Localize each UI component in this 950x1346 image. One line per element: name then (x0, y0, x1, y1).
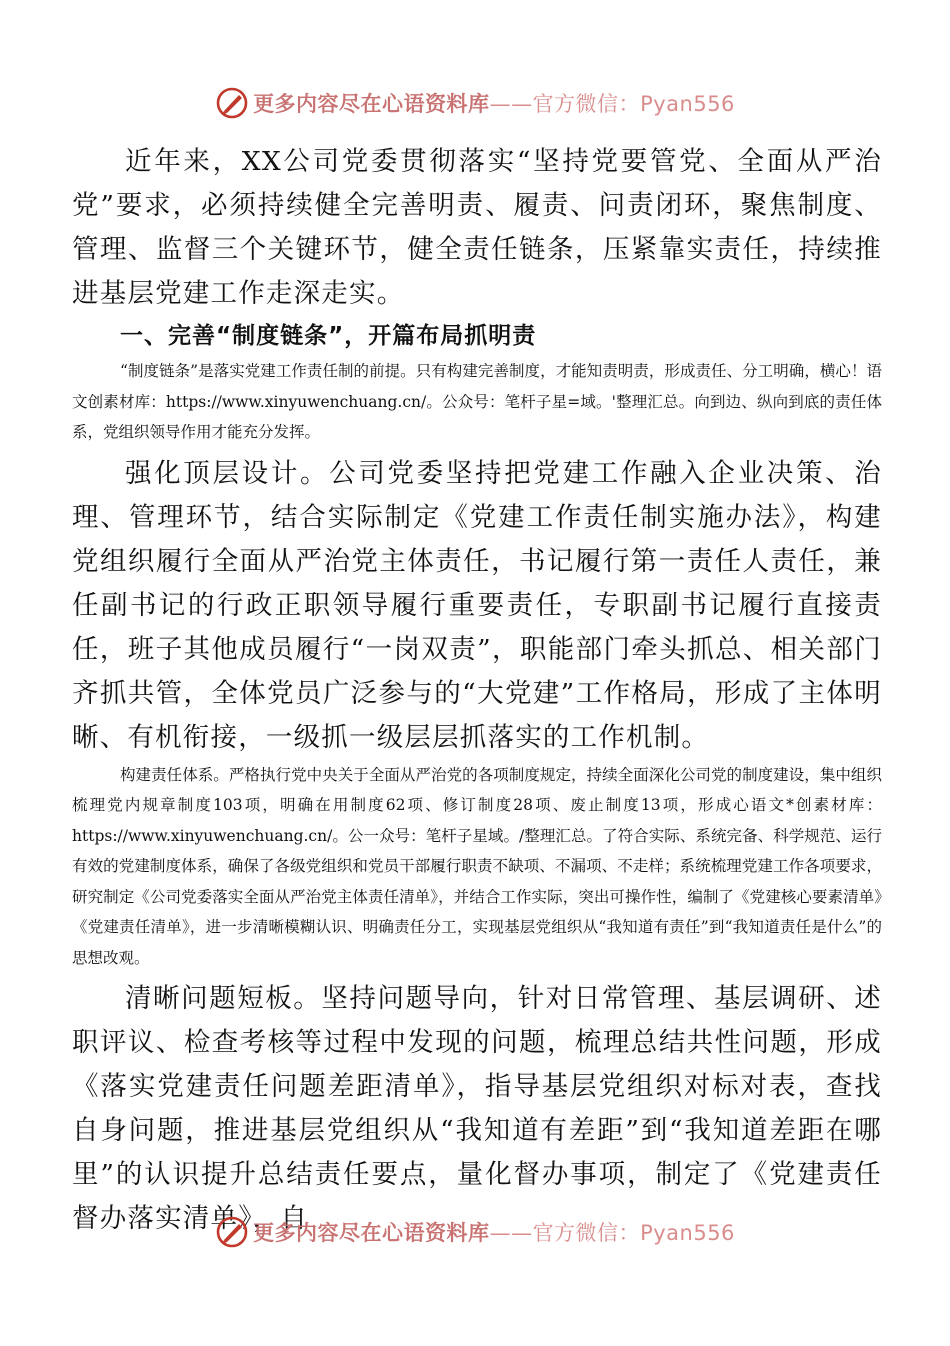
banner-id-text: Pyan556 (640, 92, 735, 116)
banner-main-text: 更多内容尽在心语资料库 (253, 92, 490, 116)
banner-separator: —— (489, 1221, 533, 1245)
header-banner (0, 83, 950, 123)
banner-text (253, 88, 735, 118)
footer-banner (0, 1212, 950, 1252)
banner-side-text: 官方微信： (532, 1221, 641, 1245)
banner-id-text: Pyan556 (640, 1221, 735, 1245)
banner-separator: —— (489, 92, 533, 116)
banner-side-text: 官方微信： (532, 92, 641, 116)
small-paragraph-1: “制度链条”是落实党建工作责任制的前提。只有构建完善制度，才能知责明责，形成责任、分工明确，横心！语文创素材库：https://www.xinyuwenchuang.cn/。公众号：笔杆子星=域。'整理汇总。向到边、纵向到底的责任体系，党组织领导作用才能充分发挥。 (72, 362, 882, 441)
small-paragraph-2: 构建责任体系。严格执行党中央关于全面从严治党的各项制度规定，持续全面深化公司党的制度建设，集中组织梳理党内规章制度103项，明确在用制度62项、修订制度28项、废止制度13项，形成心语文*创素材库：https://www.xinyuwenchuang.cn/。公一众号：笔杆子星域。/整理汇总。了符合实际、系统完备、科学规范、运行有效的党建制度体系，确保了各级党组织和党员干部履行职责不缺项、不漏项、不走样；系统梳理党建工作各项要求，研究制定《公司党委落实全面从严治党主体责任清单》，并结合工作实际，突出可操作性，编制了《党建核心要素清单》《党建责任清单》，进一步清晰模糊认识、明确责任分工，实现基层党组织从“我知道有责任”到“我知道责任是什么”的思想改观。 (72, 765, 882, 967)
body-paragraph-3: 清晰问题短板。坚持问题导向，针对日常管理、基层调研、述职评议、检查考核等过程中发现的问题，梳理总结共性问题，形成《落实党建责任问题差距清单》，指导基层党组织对标对表，查找自身问题，推进基层党组织从“我知道有差距”到“我知道差距在哪里”的认识提升总结责任要点，量化督办事项，制定了《党建责任督办落实清单》，自 (72, 983, 882, 1234)
pen-logo-icon (215, 86, 249, 120)
body-paragraph-2: 强化顶层设计。公司党委坚持把党建工作融入企业决策、治理、管理环节，结合实际制定《党建工作责任制实施办法》，构建党组织履行全面从严治党主体责任，书记履行第一责任人责任，兼任副书记的行政正职领导履行重要责任，专职副书记履行直接责任，班子其他成员履行“一岗双责”，职能部门牵头抓总、相关部门齐抓共管，全体党员广泛参与的“大党建”工作格局，形成了主体明晰、有机衔接，一级抓一级层层抓落实的工作机制。 (72, 457, 882, 753)
pen-logo-icon (215, 1215, 249, 1249)
intro-paragraph: 近年来，XX公司党委贯彻落实“坚持党要管党、全面从严治党”要求，必须持续健全完善明责、履责、问责闭环，聚焦制度、管理、监督三个关键环节，健全责任链条，压紧靠实责任，持续推进基层党建工作走深走实。 (72, 146, 882, 309)
document-body (72, 140, 882, 1241)
banner-text (253, 1217, 735, 1247)
section-heading: 一、完善“制度链条”，开篇布局抓明责 (120, 323, 537, 349)
banner-main-text: 更多内容尽在心语资料库 (253, 1221, 490, 1245)
